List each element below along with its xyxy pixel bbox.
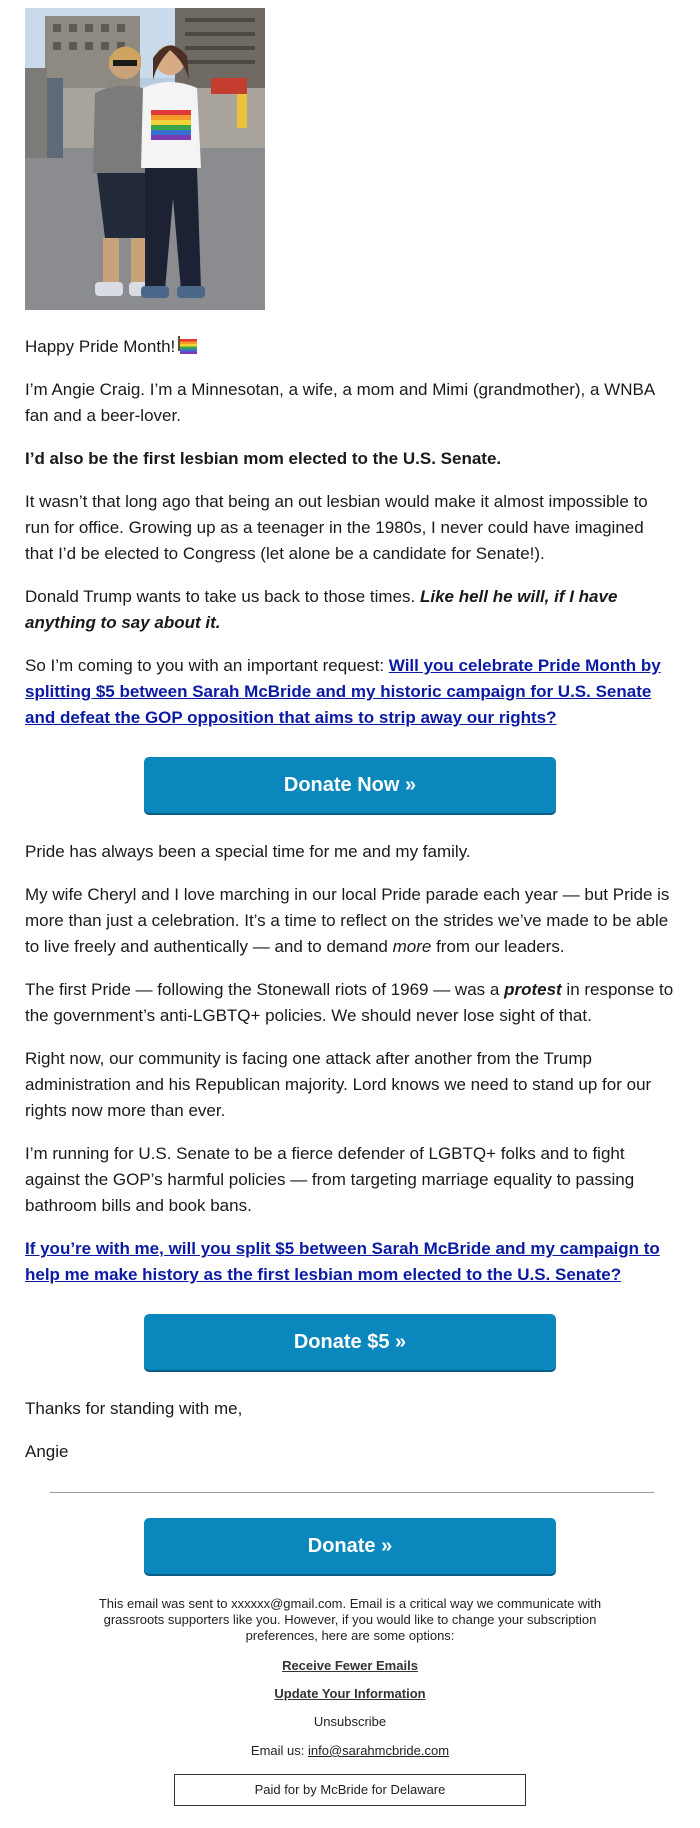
campaign-photo xyxy=(25,8,265,310)
running-paragraph: I’m running for U.S. Senate to be a fierce defender of LGBTQ+ folks and to fight against the GOP’s harmful policies — from targeting marriage equality to passing bathroom bills and book bans. xyxy=(25,1144,635,1215)
request-lead: So I’m coming to you with an important request: xyxy=(25,656,389,675)
footer xyxy=(25,1596,675,1806)
donate-5-row xyxy=(25,1314,675,1370)
stonewall-tail: in response to the government’s anti-LGBTQ+ policies. We should never lose sight of that. xyxy=(25,980,674,1025)
first-lesbian-paragraph: I’d also be the first lesbian mom elected to the U.S. Senate. xyxy=(25,449,502,468)
stonewall-emphasis: protest xyxy=(504,980,562,999)
receive-fewer-emails-link[interactable]: Receive Fewer Emails xyxy=(282,1658,418,1673)
marching-italic: more xyxy=(392,937,432,956)
paid-for-box: Paid for by McBride for Delaware xyxy=(174,1774,526,1806)
subscription-notice: This email was sent to xxxxxx@gmail.com. Email is a critical way we communicate with grassroots supporters like you. However, if you would like to change your subscription preferences, here are some options: xyxy=(98,1596,602,1643)
celebrate-pride-link[interactable]: Will you celebrate Pride Month by splitting $5 between Sarah McBride and my historic campaign for U.S. Senate and defeat the GOP opposition that aims to strip away our rights? xyxy=(25,656,661,727)
split-paragraph xyxy=(25,1236,675,1288)
intro-paragraph: I’m Angie Craig. I’m a Minnesotan, a wife, a mom and Mimi (grandmother), a WNBA fan and a beer-lover. xyxy=(25,380,655,425)
right-now-paragraph: Right now, our community is facing one attack after another from the Trump administration and his Republican majority. Lord knows we need to stand up for our rights now more than ever. xyxy=(25,1049,652,1120)
marching-lead: My wife Cheryl and I love marching in our local Pride parade each year — but Pride is more than just a celebration. It’s a time to reflect on the strides we’ve made to be able to live freely and authentically — and to demand xyxy=(25,885,670,956)
donate-5-button[interactable]: Donate $5 » xyxy=(144,1314,556,1370)
request-paragraph xyxy=(25,653,675,731)
donate-now-button[interactable]: Donate Now » xyxy=(144,757,556,813)
greeting-label: Happy Pride Month! xyxy=(25,337,176,356)
update-information-link[interactable]: Update Your Information xyxy=(274,1686,426,1701)
marching-paragraph xyxy=(25,882,675,960)
greeting-text xyxy=(25,334,675,360)
email-us-label: Email us: xyxy=(250,1743,308,1758)
special-time-paragraph: Pride has always been a special time for me and my family. xyxy=(25,842,471,861)
marching-tail: from our leaders. xyxy=(431,937,565,956)
trump-paragraph xyxy=(25,584,675,636)
split-donation-link[interactable]: If you’re with me, will you split $5 between Sarah McBride and my campaign to help me make history as the first lesbian mom elected to the U.S. Senate? xyxy=(25,1239,660,1284)
email-address-link[interactable]: info@sarahmcbride.com xyxy=(307,1743,450,1758)
history-paragraph: It wasn’t that long ago that being an out lesbian would make it almost impossible to run for office. Growing up as a teenager in the 1980s, I never could have imagined that I’d be elected to Congress (let alone be a candidate for Senate!). xyxy=(25,492,648,563)
unsubscribe-link[interactable]: Unsubscribe xyxy=(313,1714,387,1729)
stonewall-paragraph xyxy=(25,977,675,1029)
trump-lead: Donald Trump wants to take us back to those times. xyxy=(25,587,420,606)
signoff-text: Angie xyxy=(25,1442,69,1461)
pride-flag-icon xyxy=(178,336,197,351)
donate-now-row xyxy=(25,757,675,813)
donate-footer-button[interactable]: Donate » xyxy=(144,1518,556,1574)
email-us-line xyxy=(25,1743,675,1759)
trump-emphasis: Like hell he will, if I have anything to say about it. xyxy=(25,587,618,632)
thanks-text: Thanks for standing with me, xyxy=(25,1399,243,1418)
stonewall-lead: The first Pride — following the Stonewall riots of 1969 — was a xyxy=(25,980,505,999)
donate-footer-row xyxy=(25,1518,675,1574)
